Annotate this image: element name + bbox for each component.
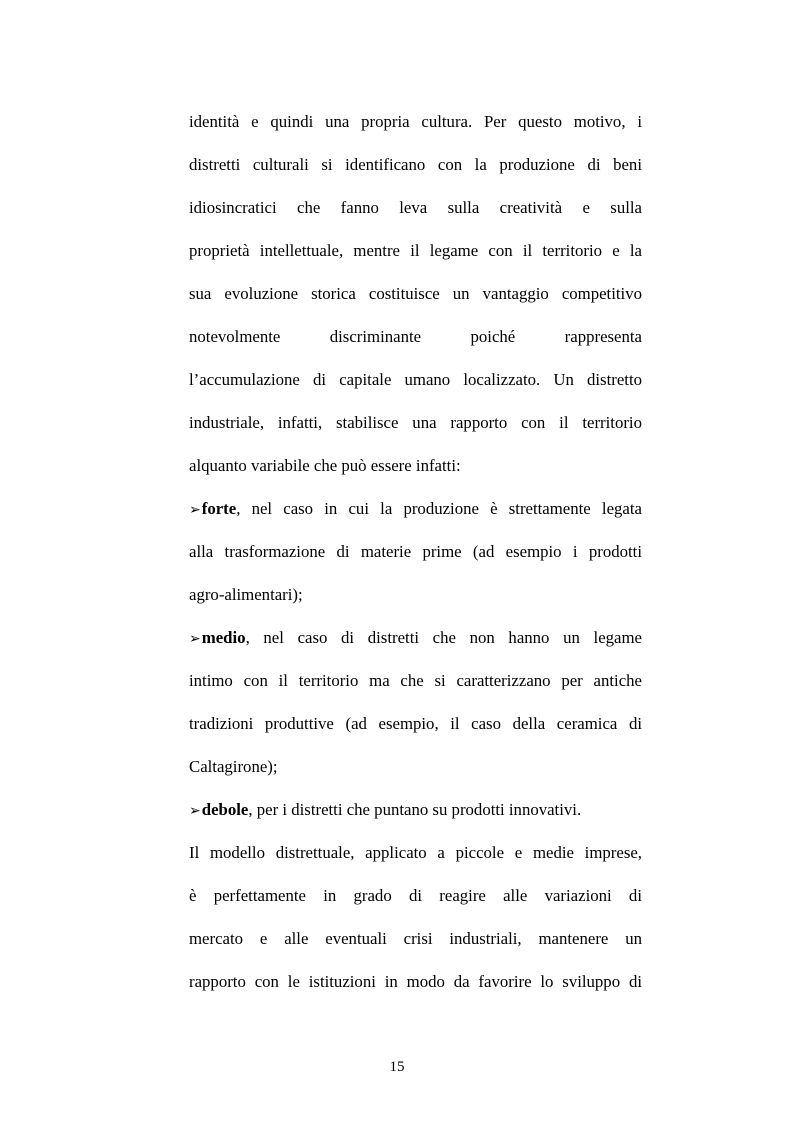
bullet-continuation: Caltagirone); [189,757,278,776]
bullet-continuation: tradizioni produttive (ad esempio, il caso della ceramica di [189,714,642,733]
bullet-term: forte [201,499,237,518]
bullet-item-debole [189,798,642,822]
bullet-item-forte [189,497,642,521]
paragraph-line: identità e quindi una propria cultura. Per questo motivo, i [189,112,642,131]
paragraph-line: distretti culturali si identificano con la produzione di beni [189,155,642,174]
paragraph-line: notevolmente discriminante poiché rappresenta [189,327,642,346]
paragraph-line: mercato e alle eventuali crisi industriali, mantenere un [189,929,642,948]
paragraph-line: è perfettamente in grado di reagire alle variazioni di [189,886,642,905]
arrow-bullet-icon: ➢ [189,632,201,647]
bullet-text: , per i distretti che puntano su prodotti innovativi. [248,800,582,819]
bullet-text: , nel caso in cui la produzione è strettamente legata [236,499,642,518]
bullet-continuation: alla trasformazione di materie prime (ad esempio i prodotti [189,542,642,561]
paragraph-line: Il modello distrettuale, applicato a piccole e medie imprese, [189,843,642,862]
bullet-continuation: intimo con il territorio ma che si caratterizzano per antiche [189,671,642,690]
bullet-item-medio [189,626,642,650]
arrow-bullet-icon: ➢ [189,503,201,518]
bullet-term: debole [201,800,249,819]
paragraph-line: rapporto con le istituzioni in modo da favorire lo sviluppo di [189,972,642,991]
paragraph-line: sua evoluzione storica costituisce un vantaggio competitivo [189,284,642,303]
paragraph-line: industriale, infatti, stabilisce una rapporto con il territorio [189,413,642,432]
page-number: 15 [389,1059,405,1075]
paragraph-line: proprietà intellettuale, mentre il legame con il territorio e la [189,241,642,260]
paragraph-line: alquanto variabile che può essere infatti: [189,456,461,475]
bullet-term: medio [201,628,246,647]
arrow-bullet-icon: ➢ [189,804,201,819]
bullet-text: , nel caso di distretti che non hanno un legame [245,628,642,647]
bullet-continuation: agro-alimentari); [189,585,303,604]
paragraph-line: l’accumulazione di capitale umano localizzato. Un distretto [189,370,642,389]
paragraph-line: idiosincratici che fanno leva sulla creatività e sulla [189,198,642,217]
